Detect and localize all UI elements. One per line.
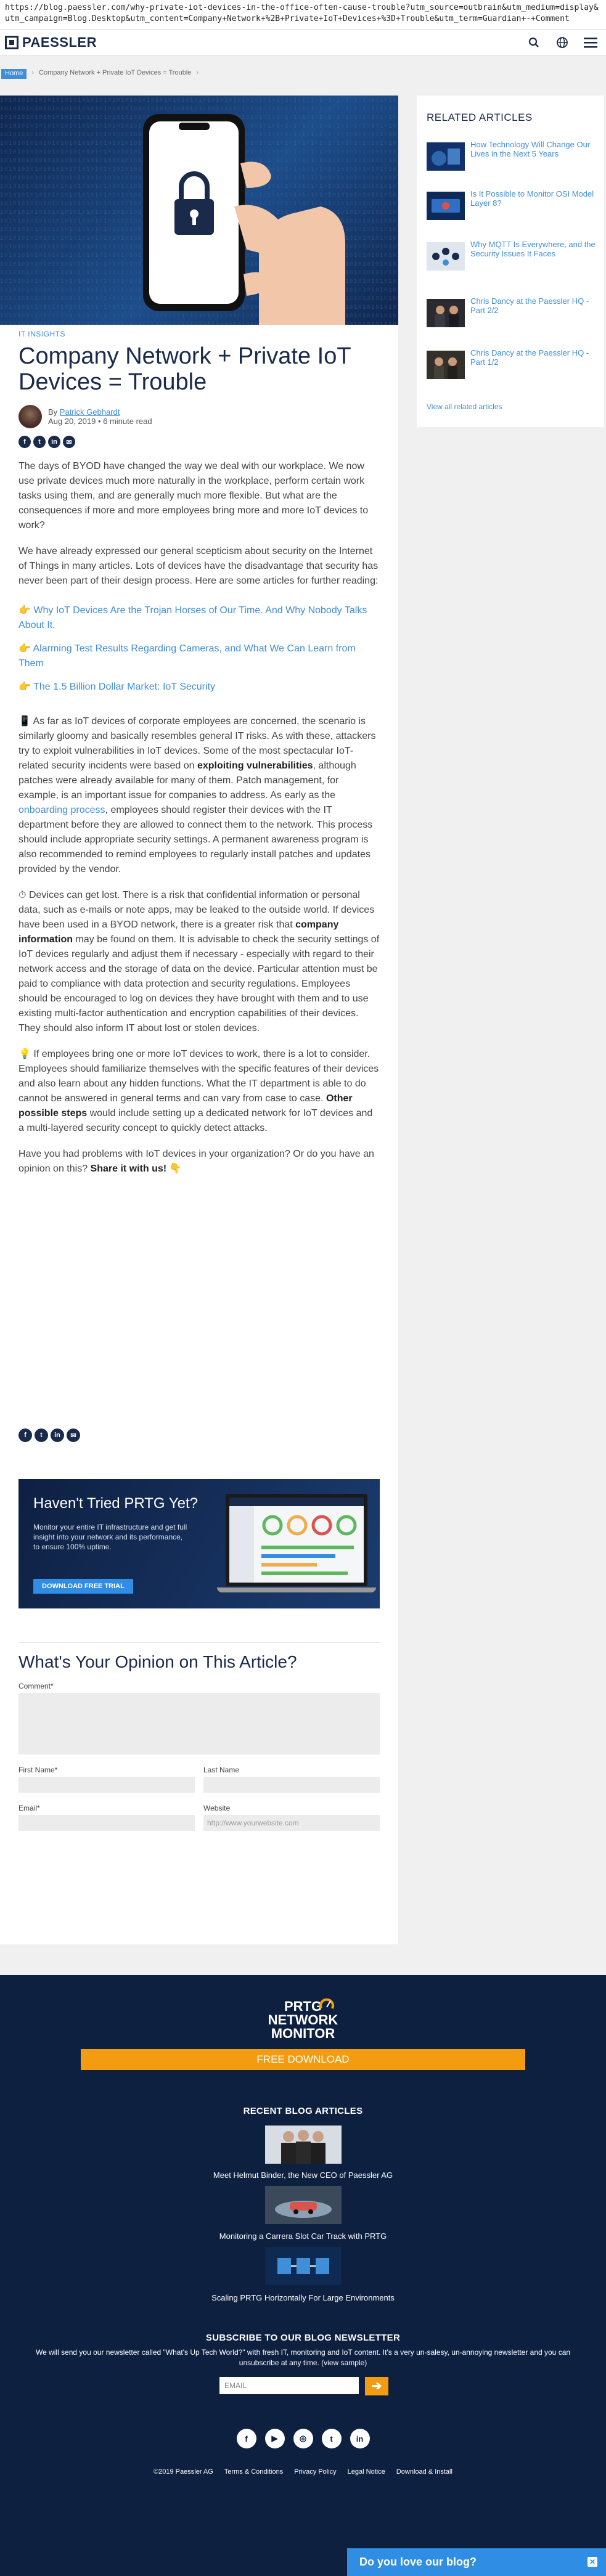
email-input[interactable] [18, 1815, 195, 1831]
main-article-column [0, 96, 398, 1944]
twitter-icon[interactable]: t [322, 2429, 342, 2448]
facebook-icon[interactable]: f [18, 1429, 32, 1442]
mobile-phone-icon: 📱 [18, 716, 31, 727]
gauge-icon [319, 1996, 335, 2012]
twitter-icon[interactable]: t [33, 436, 46, 448]
pointing-hand-icon: 👉 [18, 682, 31, 692]
related-articles-sidebar [417, 96, 604, 427]
related-article-title[interactable]: Chris Dancy at the Paessler HQ - Part 1/2 [470, 348, 589, 367]
related-thumbnail [427, 192, 465, 220]
feedback-popup-text: Do you love our blog? [359, 2556, 477, 2568]
website-input[interactable]: http://www.yourwebsite.com [203, 1815, 380, 1831]
paragraph: We have already expressed our general scepticism about security on the Internet of Things in many articles. Lots of devices have the disadvantage that security has never been part of their design process. Here are some articles for further reading: [18, 546, 379, 586]
related-article-title[interactable]: Chris Dancy at the Paessler HQ - Part 2/2 [470, 296, 589, 315]
search-icon[interactable] [527, 36, 541, 49]
legal-links [0, 2468, 606, 2476]
further-reading-link[interactable]: Alarming Test Results Regarding Cameras, and What We Can Learn from Them [18, 643, 356, 669]
youtube-icon[interactable]: ▶ [265, 2429, 285, 2448]
breadcrumb-current: Company Network + Private IoT Devices = Trouble [39, 69, 192, 76]
related-article-title[interactable]: Why MQTT Is Everywhere, and the Security Issues It Faces [470, 240, 596, 258]
recent-article-image[interactable] [265, 2186, 342, 2224]
related-article-item[interactable] [427, 240, 599, 273]
further-reading-list [18, 603, 380, 695]
prtg-logo-line2: NETWORK [268, 2012, 338, 2028]
first-name-input[interactable] [18, 1777, 195, 1793]
linkedin-icon[interactable]: in [51, 1429, 64, 1442]
legal-notice-link[interactable]: Legal Notice [347, 2468, 385, 2476]
lightbulb-icon: 💡 [18, 1049, 31, 1059]
newsletter-email-input[interactable]: EMAIL [219, 2377, 359, 2394]
terms-link[interactable]: Terms & Conditions [224, 2468, 284, 2476]
comment-form [18, 1642, 380, 1827]
recent-article-title[interactable]: Scaling PRTG Horizontally For Large Environments [211, 2293, 395, 2302]
prtg-logo-line3: MONITOR [271, 2026, 335, 2041]
prtg-logo[interactable] [264, 2000, 342, 2043]
author-link[interactable]: Patrick Gebhardt [59, 407, 120, 417]
recent-articles-heading: RECENT BLOG ARTICLES [243, 2106, 363, 2116]
email-icon[interactable]: ✉ [63, 436, 75, 448]
newsletter-submit-button[interactable]: ➔ [365, 2377, 388, 2395]
pointing-hand-icon: 👉 [18, 643, 31, 654]
view-all-related-link[interactable]: View all related articles [427, 402, 502, 411]
paessler-logo[interactable] [5, 35, 97, 51]
address-bar[interactable]: https://blog.paessler.com/why-private-iot-devices-in-the-office-often-cause-trouble?utm_source=outbrain&utm_medium=display&utm_campaign=Blog.Desktop&utm_content=Company+Network+%2B+Private+IoT+Devices+%3D+Trouble&utm_term=Guardian+-+Comment [0, 0, 606, 30]
email-label: Email* [18, 1804, 40, 1812]
article-category-tag[interactable]: IT INSIGHTS [18, 330, 65, 338]
copyright-text: ©2019 Paessler AG [154, 2468, 213, 2476]
promo-screenshot [226, 1494, 367, 1586]
subscribe-heading: SUBSCRIBE TO OUR BLOG NEWSLETTER [205, 2333, 401, 2343]
recent-article-image[interactable] [265, 2126, 342, 2164]
comment-textarea[interactable] [18, 1693, 380, 1755]
feedback-popup[interactable] [347, 2548, 606, 2576]
instagram-icon[interactable]: ◎ [293, 2429, 313, 2448]
related-thumbnail [427, 242, 465, 271]
further-reading-link[interactable]: Why IoT Devices Are the Trojan Horses of Our Time. And Why Nobody Talks About It. [18, 605, 367, 630]
email-icon[interactable]: ✉ [67, 1429, 80, 1442]
comment-heading: What's Your Opinion on This Article? [18, 1652, 297, 1671]
paragraph: 📱 As far as IoT devices of corporate employees are concerned, the scenario is similarly gloomy and basically resembles general IT risks. As with these, attackers try to exploit vulnerabilities in IoT devices. Some of the most spectacular IoT-related security incidents were based on exploiting vulnerabilities, although patches were already available for many of them. Patch management, for example, is an important issue for companies to address. As early as the onboarding process, employees should register their devices with the IT department before they are allowed to connect them to the network. This process should include appropriate security settings. A permanent awareness program is also recommended to remind employees to regularly install patches and updates provided by the vendor. [18, 716, 376, 874]
download-trial-button[interactable]: DOWNLOAD FREE TRIAL [33, 1579, 133, 1594]
related-thumbnail [427, 142, 465, 171]
author-block [18, 405, 152, 428]
related-article-item[interactable] [427, 140, 599, 173]
social-links [0, 2429, 606, 2448]
monitor-stand [217, 1588, 376, 1592]
first-name-label: First Name* [18, 1766, 58, 1774]
stopwatch-icon: ⏱ [18, 890, 27, 900]
related-article-item[interactable] [427, 189, 599, 222]
last-name-label: Last Name [203, 1766, 240, 1774]
newsletter-form [219, 2377, 388, 2395]
paragraph: ⏱ Devices can get lost. There is a risk that confidential information or personal data, such as e-mails or note apps, may be leaked to the outside world. If devices have been used in a BYOD network, there is a greater risk that company information may be found on them. It is advisable to check the security settings of IoT devices regularly and adjust them if necessary - especially with regard to their network access and the storage of data on the device. Particular attention must be paid to compliance with data protection and security regulations. Employees should be encouraged to log on devices they have brought with them and to use existing multi-factor authentication and encryption capabilities of their devices. They should also inform IT about lost or stolen devices. [18, 890, 380, 1033]
last-name-input[interactable] [203, 1777, 380, 1793]
author-avatar [18, 405, 42, 428]
further-reading-link[interactable]: The 1.5 Billion Dollar Market: IoT Security [33, 682, 216, 692]
pointing-hand-icon: 👉 [18, 605, 31, 616]
related-article-title[interactable]: How Technology Will Change Our Lives in the Next 5 Years [470, 140, 591, 158]
paragraph: 💡 If employees bring one or more IoT devices to work, there is a lot to consider. Employees should familiarize themselves with the specific features of their devices and also learn about any hidden functions. What the IT department is able to do cannot be answered in general terms and can vary from case to case. Other possible steps would include setting up a dedicated network for IoT devices and a multi-layered security concept to quickly detect attacks. [18, 1049, 379, 1133]
promo-title: Haven't Tried PRTG Yet? [33, 1495, 198, 1512]
paragraph: Have you had problems with IoT devices in your organization? Or do you have an opinion on this? Share it with us! 👇 [18, 1149, 374, 1174]
related-article-item[interactable] [427, 296, 599, 330]
download-install-link[interactable]: Download & Install [396, 2468, 452, 2476]
twitter-icon[interactable]: t [35, 1429, 48, 1442]
comment-label: Comment* [18, 1682, 54, 1690]
related-thumbnail [427, 299, 465, 327]
onboarding-process-link[interactable]: onboarding process [18, 805, 105, 815]
hero-image [0, 96, 398, 325]
paragraph: The days of BYOD have changed the way we deal with our workplace. We now use private devices much more naturally in the workplace, perform certain work tasks using them, and are generally much more flexible. But what are the consequences if more and more employees bring more and more IoT devices to work? [18, 461, 369, 531]
globe-icon[interactable] [555, 36, 569, 49]
promo-text: Monitor your entire IT infrastructure and get full insight into your network and its performance, to ensure 100% uptime. [33, 1523, 187, 1551]
free-download-button[interactable]: FREE DOWNLOAD [81, 2049, 525, 2070]
privacy-link[interactable]: Privacy Policy [294, 2468, 337, 2476]
prtg-logo-line1: PRTG [284, 1999, 322, 2014]
close-icon[interactable]: ✕ [588, 2557, 597, 2567]
hand-down-icon: 👇 [169, 1164, 182, 1174]
subscribe-text: We will send you our newsletter called "What's Up Tech World?" with fresh IT, monitoring and IoT content. It's a very un-salesy, un-annoying newsletter and you can unsubscribe at any time. (view sample) [35, 2348, 571, 2367]
share-buttons-bottom [18, 1429, 80, 1442]
recent-article-title[interactable]: Meet Helmut Binder, the New CEO of Paessler AG [213, 2170, 393, 2180]
share-buttons-top [18, 436, 75, 448]
article-date: Aug 20, 2019 • 6 minute read [48, 417, 152, 426]
breadcrumb-home[interactable]: Home [1, 69, 27, 79]
facebook-icon[interactable]: f [237, 2429, 256, 2448]
breadcrumb [0, 69, 199, 79]
logo-text: PAESSLER [22, 35, 97, 50]
website-label: Website [203, 1804, 231, 1812]
footer [0, 1975, 606, 2576]
phone-lock-illustration [0, 96, 398, 325]
top-navigation [0, 30, 606, 55]
breadcrumb-separator: › [31, 69, 35, 76]
sidebar-heading: RELATED ARTICLES [427, 112, 533, 123]
related-article-item[interactable] [427, 348, 599, 381]
linkedin-icon[interactable]: in [48, 436, 60, 448]
page-title: Company Network + Private IoT Devices = Trouble [18, 343, 351, 395]
linkedin-icon[interactable]: in [350, 2429, 370, 2448]
breadcrumb-separator: › [196, 69, 199, 76]
menu-icon[interactable] [584, 36, 597, 49]
author-prefix: By [48, 407, 58, 417]
recent-article-title[interactable]: Monitoring a Carrera Slot Car Track with PRTG [219, 2232, 387, 2241]
related-thumbnail [427, 351, 465, 379]
prtg-promo-banner[interactable] [18, 1479, 380, 1608]
article-text [18, 459, 380, 1188]
facebook-icon[interactable]: f [18, 436, 31, 448]
logo-mark-icon [5, 36, 18, 49]
related-article-title[interactable]: Is It Possible to Monitor OSI Model Layer 8? [470, 189, 594, 208]
recent-article-image[interactable] [265, 2247, 342, 2285]
